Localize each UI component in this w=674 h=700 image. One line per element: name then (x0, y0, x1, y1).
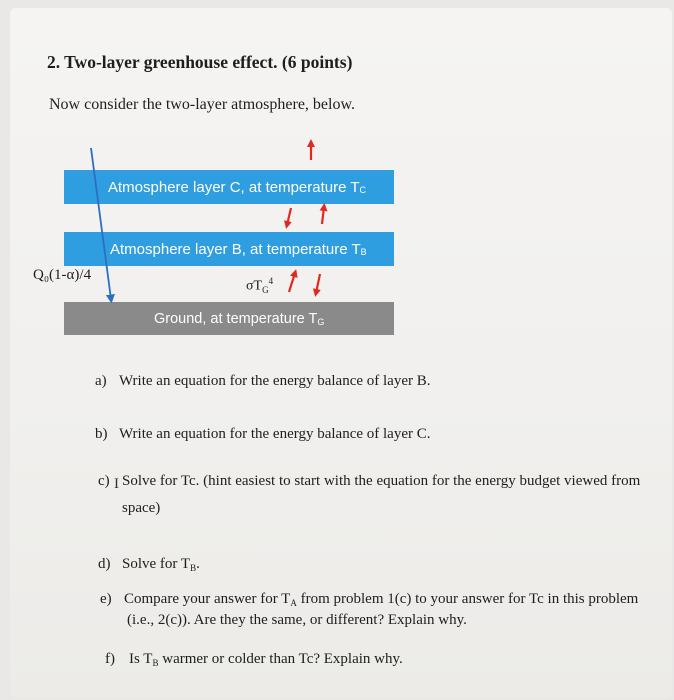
solar-input-label: Q₀(1-α)/4 (33, 267, 92, 283)
question-d-label: d) (98, 556, 111, 572)
question-e-text-1: Compare your answer for T (124, 591, 291, 607)
layer-b-label: Atmosphere layer B, at temperature T (110, 240, 361, 258)
question-d-end: . (196, 556, 200, 572)
ground-emission-base: σT (246, 278, 263, 294)
question-b-label: b) (95, 426, 108, 442)
question-e-label: e) (100, 591, 112, 607)
solar-input-arrow (91, 148, 111, 299)
ground-up-arrow (289, 273, 295, 292)
ground-emission-subscript: G (262, 284, 269, 295)
layer-c-subscript: C (359, 185, 366, 195)
layer-b-down-arrow (316, 274, 320, 293)
ground-emission-exponent: 4 (268, 276, 274, 286)
question-c-continued: space) (122, 500, 161, 516)
question-e-subscript: A (290, 598, 297, 608)
layer-c-label: Atmosphere layer C, at temperature T (108, 178, 360, 196)
question-c-label: c) (98, 473, 110, 489)
ground-subscript: G (317, 316, 325, 327)
question-f-label: f) (105, 651, 115, 667)
question-e (100, 591, 638, 608)
question-f-text-2: warmer or colder than Tc? Explain why. (158, 651, 403, 667)
question-c-text: Solve for Tc. (hint easiest to start with the equation for the energy budget viewed from (122, 473, 641, 489)
question-b-text: Write an equation for the energy balance of layer C. (119, 426, 431, 442)
question-f (105, 651, 403, 668)
question-d-text: Solve for T (122, 556, 191, 572)
problem-intro: Now consider the two-layer atmosphere, below. (49, 96, 355, 113)
question-f-text-1: Is T (129, 651, 153, 667)
question-c (98, 473, 640, 490)
question-a (95, 373, 430, 390)
problem-title: 2. Two-layer greenhouse effect. (6 points) (47, 52, 353, 72)
question-f-subscript: B (152, 658, 159, 668)
question-e-continued: (i.e., 2(c)). Are they the same, or different? Explain why. (127, 612, 467, 628)
question-b (95, 426, 430, 443)
question-a-label: a) (95, 373, 107, 389)
question-d-subscript: B (190, 563, 197, 573)
text-cursor-icon: I (114, 476, 119, 492)
question-a-text: Write an equation for the energy balance of layer B. (119, 373, 431, 389)
question-d (98, 556, 200, 573)
layer-c-down-arrow (287, 208, 291, 225)
layer-b-up-arrow (322, 207, 324, 224)
ground-label: Ground, at temperature T (154, 310, 318, 327)
layer-b-subscript: B (360, 247, 367, 257)
question-e-text-2: from problem 1(c) to your answer for Tc in this problem (296, 591, 639, 607)
